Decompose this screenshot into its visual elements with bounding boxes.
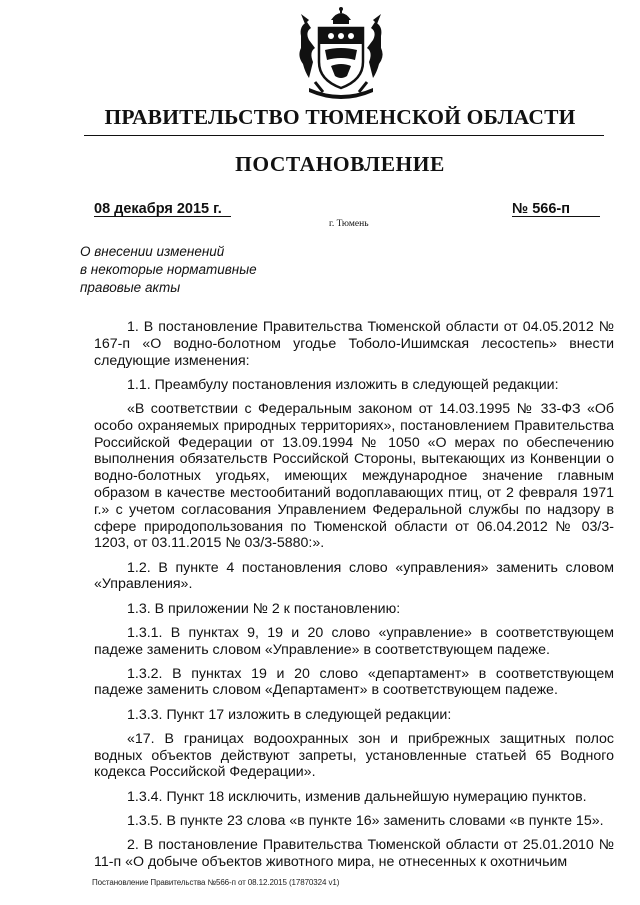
number-underline [512,216,600,217]
body-paragraph: 1.3. В приложении № 2 к постановлению: [127,600,401,617]
body-paragraph: «17. В границах водоохранных зон и прибрежных защитных полос водных объектов действуют запреты, установленные статьей 65 Водного кодекса Российской Федерации». [94,730,614,781]
date-underline [94,216,231,217]
document-footer: Постановление Правительства №566-п от 08.12.2015 (17870324 v1) [92,878,340,887]
body-paragraph: 1.3.1. В пунктах 9, 19 и 20 слово «управление» в соответствующем падеже заменить словом «Управление» в соответствующем падеже. [94,624,614,658]
body-paragraph: 1.3.4. Пункт 18 исключить, изменив дальнейшую нумерацию пунктов. [127,788,587,805]
body-paragraph: 1. В постановление Правительства Тюменской области от 04.05.2012 № 167-п «О водно-болотном угодье Тоболо-Ишимская лесостепь» внести следующие изменения: [94,319,614,369]
body-paragraph: 1.3.3. Пункт 17 изложить в следующей редакции: [127,706,452,723]
body-paragraph: 1.1. Преамбулу постановления изложить в следующей редакции: [127,376,559,393]
tyumen-coat-of-arms-icon [295,6,387,102]
document-type-heading: ПОСТАНОВЛЕНИЕ [235,152,445,176]
document-city: г. Тюмень [329,219,369,229]
subject-line: в некоторые нормативные [80,262,257,277]
body-paragraph: 1.3.2. В пунктах 19 и 20 слово «департамент» в соответствующем падеже заменить словом «Департамент» в соответствующем падеже. [94,665,614,699]
document-date: 08 декабря 2015 г. [94,201,222,217]
subject-line: О внесении изменений [80,244,225,259]
subject-line: правовые акты [80,280,181,295]
document-body [94,319,614,878]
document-subject [80,243,257,297]
body-paragraph: 1.3.5. В пункте 23 слова «в пункте 16» заменить словами «в пункте 15». [127,812,604,829]
document-number: № 566-п [512,201,570,217]
body-paragraph: 2. В постановление Правительства Тюменской области от 25.01.2010 № 11-п «О добыче объектов животного мира, не отнесенных к охотничьим [94,837,614,870]
body-paragraph: 1.2. В пункте 4 постановления слово «управления» заменить словом «Управления». [94,559,614,593]
body-paragraph: «В соответствии с Федеральным законом от 14.03.1995 № 33-ФЗ «Об особо охраняемых природных территориях», постановлением Правительства Российской Федерации от 13.09.1994 № 1050 «О мерах по обеспечению выполнения обязательств Российской Стороны, вытекающих из Конвенции о водно-болотных угодьях, имеющих международное значение главным образом в качестве местообитаний водоплавающих птиц, от 2 февраля 1971 г.» с учетом согласования Управлением Федеральной службы по надзору в сфере природопользования по Тюменской области от 06.04.2012 № 03/3-1203, от 03.11.2015 № 03/3-5880:». [94,400,614,552]
title-divider [84,135,604,136]
organization-title: ПРАВИТЕЛЬСТВО ТЮМЕНСКОЙ ОБЛАСТИ [104,105,576,129]
